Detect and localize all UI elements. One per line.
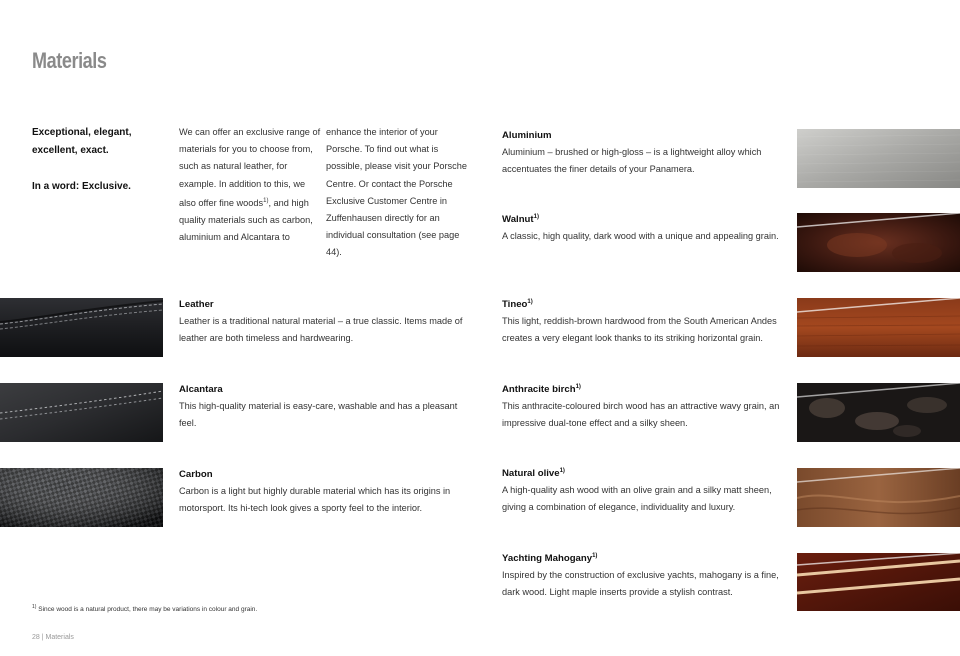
intro-text-part-a: We can offer an exclusive range of materials for you to choose from, such as natural leather, for example. In addition to this, we also offer fine woods	[179, 127, 321, 208]
material-description: Carbon is a light but highly durable material which has its origins in motorsport. Its hi-tech look gives a sporty feel to the interior.	[179, 486, 451, 514]
intro-text-column-2: enhance the interior of your Porsche. To find out what is possible, please visit your Porsche Centre. Or contact the Porsche Exclusive Customer Centre in Zuffenhausen directly for an individual consultation (see page 44).	[326, 127, 467, 258]
material-name: Yachting Mahogany	[502, 553, 593, 564]
material-description: This anthracite-coloured birch wood has an attractive wavy grain, an impressive dual-tone effect and a silky sheen.	[502, 401, 780, 429]
material-description: This high-quality material is easy-care, washable and has a pleasant feel.	[179, 401, 458, 429]
intro-text-part-b: , and high quality materials such as carbon, aluminium and Alcantara to	[179, 197, 313, 243]
footnote-marker: 1)	[263, 197, 269, 204]
material-anthracite-birch	[502, 381, 782, 433]
aluminium-swatch-image	[797, 129, 960, 188]
intro-heading	[32, 124, 172, 196]
material-name: Carbon	[179, 469, 213, 480]
footnote-marker: 1)	[559, 468, 565, 474]
material-name: Aluminium	[502, 130, 552, 141]
anthracite-birch-swatch-image	[797, 383, 960, 442]
carbon-swatch-image	[0, 468, 163, 527]
material-alcantara	[179, 381, 469, 433]
material-name: Tineo	[502, 299, 528, 310]
alcantara-swatch-image	[0, 383, 163, 442]
material-aluminium	[502, 127, 782, 179]
material-description: A high-quality ash wood with an olive grain and a silky matt sheen, giving a combination of elegance, individuality and luxury.	[502, 485, 772, 513]
page-number: 28 | Materials	[32, 634, 74, 641]
material-walnut	[502, 211, 782, 245]
footnote-marker: 1)	[527, 299, 533, 305]
material-name: Alcantara	[179, 384, 223, 395]
page-title: Materials	[32, 48, 107, 73]
footnote	[32, 604, 257, 613]
material-name: Natural olive	[502, 468, 560, 479]
material-tineo	[502, 296, 782, 348]
material-name: Leather	[179, 299, 214, 310]
material-carbon	[179, 466, 469, 518]
intro-heading-line-2: In a word: Exclusive.	[32, 181, 131, 192]
yachting-mahogany-swatch-image	[797, 553, 960, 611]
footnote-marker: 1)	[533, 214, 539, 220]
walnut-swatch-image	[797, 213, 960, 272]
material-yachting-mahogany	[502, 550, 782, 602]
material-description: This light, reddish-brown hardwood from the South American Andes creates a very elegant look thanks to its striking horizontal grain.	[502, 316, 777, 344]
intro-text-column-1	[179, 124, 321, 246]
footnote-marker: 1)	[32, 604, 37, 610]
tineo-swatch-image	[797, 298, 960, 357]
material-natural-olive	[502, 465, 782, 517]
material-description: Leather is a traditional natural material – a true classic. Items made of leather are both timeless and hardwearing.	[179, 316, 463, 344]
material-description: Aluminium – brushed or high-gloss – is a lightweight alloy which accentuates the finer details of your Panamera.	[502, 147, 762, 175]
footnote-marker: 1)	[592, 553, 598, 559]
footnote-marker: 1)	[575, 384, 581, 390]
footnote-text: Since wood is a natural product, there may be variations in colour and grain.	[38, 606, 258, 614]
material-description: A classic, high quality, dark wood with a unique and appealing grain.	[502, 231, 779, 242]
leather-swatch-image	[0, 298, 163, 357]
natural-olive-swatch-image	[797, 468, 960, 527]
material-description: Inspired by the construction of exclusive yachts, mahogany is a fine, dark wood. Light maple inserts provide a stylish contrast.	[502, 570, 779, 598]
intro-heading-line-1: Exceptional, elegant, excellent, exact.	[32, 127, 132, 156]
material-leather	[179, 296, 469, 348]
material-name: Anthracite birch	[502, 384, 576, 395]
material-name: Walnut	[502, 214, 534, 225]
